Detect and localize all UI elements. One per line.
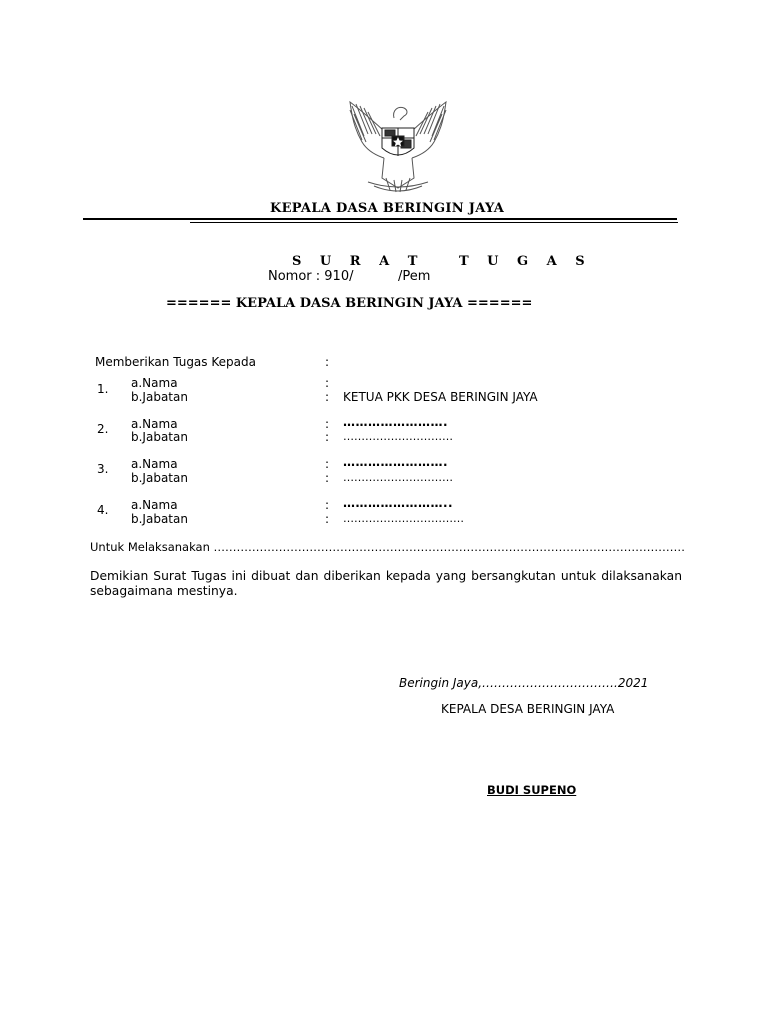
person-jabatan-colon: : — [325, 512, 330, 526]
intro-label: Memberikan Tugas Kepada — [95, 355, 256, 369]
person-jabatan-label: b.Jabatan — [131, 430, 188, 444]
letterhead-rule-thin — [190, 222, 678, 223]
closing-paragraph: Demikian Surat Tugas ini dibuat dan diberikan kepada yang bersangkutan untuk dilaksanakan sebagaimana mestinya. — [90, 569, 682, 598]
person-nama-colon: : — [325, 417, 330, 431]
letterhead-title: KEPALA DASA BERINGIN JAYA — [270, 201, 505, 216]
person-number: 1. — [97, 382, 109, 396]
person-nama-colon: : — [325, 376, 330, 390]
person-jabatan-value: ………………………… — [343, 471, 453, 484]
garuda-emblem-icon — [338, 96, 458, 196]
intro-colon: : — [325, 355, 330, 369]
nomor-suffix: /Pem — [398, 269, 431, 284]
person-nama-label: a.Nama — [131, 457, 178, 471]
signature-place-date: Beringin Jaya,…………………………….2021 — [399, 676, 649, 690]
person-nama-value: ……………………. — [343, 455, 449, 469]
person-jabatan-value: ………………………… — [343, 430, 453, 443]
person-jabatan-label: b.Jabatan — [131, 471, 188, 485]
person-nama-colon: : — [325, 498, 330, 512]
person-nama-label: a.Nama — [131, 417, 178, 431]
person-number: 2. — [97, 422, 109, 436]
person-nama-value: ……………………. — [343, 415, 449, 429]
letterhead-rule-thick — [83, 218, 677, 220]
signature-position: KEPALA DESA BERINGIN JAYA — [441, 702, 615, 716]
person-jabatan-label: b.Jabatan — [131, 512, 188, 526]
person-nama-colon: : — [325, 457, 330, 471]
person-nama-label: a.Nama — [131, 376, 178, 390]
person-number: 3. — [97, 462, 109, 476]
person-jabatan-colon: : — [325, 471, 330, 485]
nomor-label: Nomor : 910/ — [268, 269, 354, 284]
person-jabatan-value: KETUA PKK DESA BERINGIN JAYA — [343, 390, 538, 404]
person-nama-label: a.Nama — [131, 498, 178, 512]
document-type-heading: S U R A T T U G A S — [292, 254, 592, 269]
person-jabatan-colon: : — [325, 430, 330, 444]
person-number: 4. — [97, 503, 109, 517]
person-jabatan-colon: : — [325, 390, 330, 404]
document-subtitle: ====== KEPALA DASA BERINGIN JAYA ====== — [166, 296, 533, 311]
person-jabatan-label: b.Jabatan — [131, 390, 188, 404]
purpose-line: Untuk Melaksanakan …………………………………………………………………………………………………………… — [90, 540, 686, 554]
person-jabatan-value: …………………………… — [343, 512, 464, 525]
person-nama-value: …………………….. — [343, 496, 454, 510]
signatory-name: BUDI SUPENO — [487, 783, 577, 797]
